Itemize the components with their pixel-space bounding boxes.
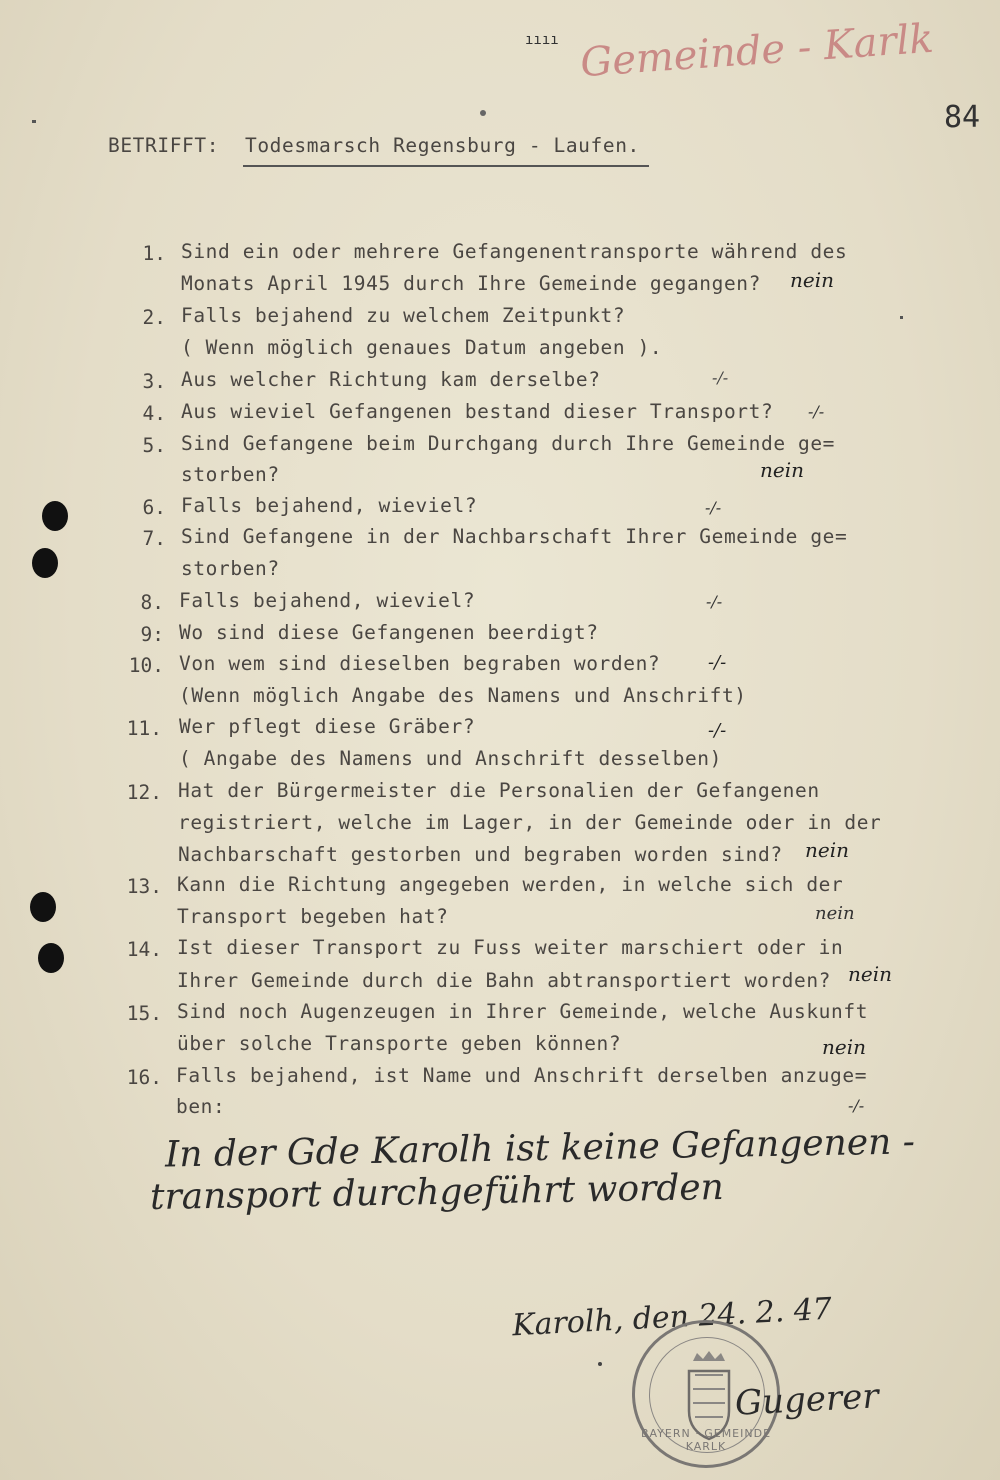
question-text: Sind noch Augenzeugen in Ihrer Gemeinde, welche Auskunft [177,1000,869,1023]
punch-hole [32,548,58,578]
signature-name: Gugerer [734,1376,880,1424]
subject-text: Todesmarsch Regensburg - Laufen. [245,134,640,157]
question-text: registriert, welche im Lager, in der Gemeinde oder in der [178,811,882,834]
question-text: (Wenn möglich Angabe des Namens und Anschrift) [179,684,747,707]
question-number: 15. [126,1002,162,1025]
punch-hole [42,501,68,531]
binding-mark: ıııı [525,32,559,48]
question-text: storben? [181,557,280,580]
question-number: 16. [126,1066,162,1089]
question-number: 5. [142,434,166,457]
question-text: Wo sind diese Gefangenen beerdigt? [179,621,599,644]
question-number: 4. [142,402,166,425]
question-number: 6. [142,496,166,519]
paper-speck [598,1362,602,1366]
question-number: 1. [142,242,166,265]
question-text: storben? [181,463,280,486]
page-number: 84 [944,100,981,135]
question-number: 12. [126,781,162,804]
question-number: 10. [128,654,164,677]
question-text: Hat der Bürgermeister die Personalien der Gefangenen [178,779,820,802]
question-number: 8. [140,591,164,614]
answer-mark: -/- [808,402,825,421]
seal-text: BAYERN · GEMEINDE KARLK [640,1427,772,1453]
question-number: 11. [126,717,162,740]
question-text: Aus welcher Richtung kam derselbe? [181,368,601,391]
question-text: Monats April 1945 durch Ihre Gemeinde gegangen? [181,272,761,295]
question-number: 7. [142,527,166,550]
question-text: Falls bejahend, wieviel? [179,589,476,612]
handwritten-note-line-2: transport durchgeführt worden [149,1166,725,1219]
answer-mark: -/- [708,720,727,741]
question-text: Sind Gefangene in der Nachbarschaft Ihrer Gemeinde ge= [181,525,848,548]
question-text: Transport begeben hat? [177,905,449,928]
question-text: Wer pflegt diese Gräber? [179,715,476,738]
municipality-stamp: Gemeinde - Karlk [578,15,936,87]
question-text: Kann die Richtung angegeben werden, in welche sich der [177,873,844,896]
paper-speck [32,120,36,123]
answer-mark: nein [822,1035,866,1059]
question-text: Sind ein oder mehrere Gefangenentransporte während des [181,240,848,263]
subject-underline [243,165,649,167]
subject-label: BETRIFFT: [108,134,220,157]
answer-mark: nein [805,838,849,862]
signature-place-date: Karolh, den 24. 2. 47 [511,1291,833,1344]
question-text: über solche Transporte geben können? [177,1032,622,1055]
answer-mark: nein [790,268,834,292]
question-text: Falls bejahend, ist Name und Anschrift derselben anzuge= [176,1064,868,1087]
question-number: 2. [142,306,166,329]
question-number: 14. [126,938,162,961]
question-text: ( Wenn möglich genaues Datum angeben ). [181,336,663,359]
answer-mark: nein [848,962,892,986]
question-number: 9: [140,623,164,646]
answer-mark: nein [815,903,855,924]
question-text: Falls bejahend zu welchem Zeitpunkt? [181,304,626,327]
question-text: Ist dieser Transport zu Fuss weiter marschiert oder in [177,936,844,959]
punch-hole [38,943,64,973]
punch-hole [30,892,56,922]
question-text: Aus wieviel Gefangenen bestand dieser Transport? [181,400,774,423]
question-text: ( Angabe des Namens und Anschrift desselben) [179,747,722,770]
answer-mark: -/- [706,592,723,611]
question-number: 13. [126,875,162,898]
question-number: 3. [142,370,166,393]
answer-mark: -/- [712,368,729,387]
answer-mark: -/- [848,1096,865,1115]
question-text: Von wem sind dieselben begraben worden? [179,652,661,675]
answer-mark: -/- [708,652,727,673]
question-text: ben: [176,1095,226,1118]
question-text: Falls bejahend, wieviel? [181,494,478,517]
question-text: Ihrer Gemeinde durch die Bahn abtransportiert worden? [177,969,832,992]
paper-speck [480,110,486,116]
answer-mark: -/- [705,498,722,517]
answer-mark: nein [760,458,804,482]
handwritten-note-line-1: In der Gde Karolh ist keine Gefangenen - [164,1121,916,1176]
paper-speck [900,316,903,319]
question-text: Sind Gefangene beim Durchgang durch Ihre Gemeinde ge= [181,432,836,455]
question-text: Nachbarschaft gestorben und begraben worden sind? [178,843,783,866]
